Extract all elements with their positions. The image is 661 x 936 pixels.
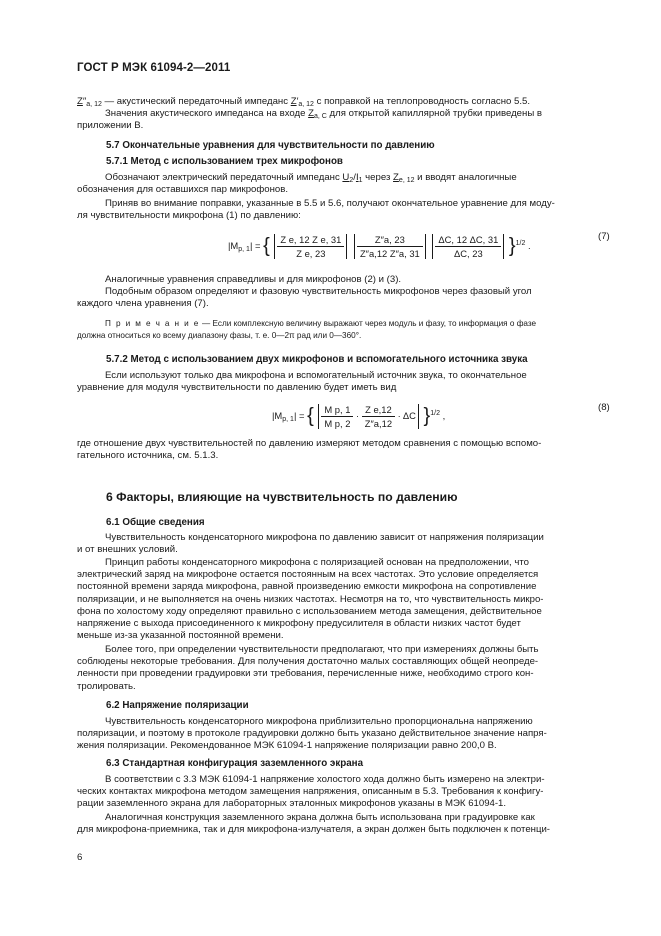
text-line: напряжение с выхода присоединенного к микрофону предусилителя в области низких частот будет [77, 618, 521, 630]
text-line: Аналогичная конструкция заземленного экрана должна быть использована при градуировке как [105, 812, 535, 823]
paragraph-operating-principle [77, 557, 613, 642]
section-heading-6-3: 6.3 Стандартная конфигурация заземленного экрана [106, 758, 364, 769]
paragraph-general-info [77, 532, 613, 556]
paragraph-ground-shield [77, 774, 613, 811]
text-line: поляризации, и не выполняется на очень низких частотах. Несмотря на то, что чувствительность микро- [77, 593, 544, 605]
text-line: меньше из-за указанной постоянной времени. [77, 630, 284, 642]
text-line: каждого члена уравнения (7). [77, 298, 209, 310]
paragraph-analogous-equations [77, 274, 613, 311]
text-line: постоянной времени заряда микрофона, равной произведению емкости микрофона на сопротивление [77, 581, 537, 593]
text-line: ческих контактах микрофона методом замещения напряжения, описанным в 5.3. Требования к конфигу- [77, 786, 544, 798]
equation-8-number: (8) [598, 402, 610, 413]
text-line: фона по холостому ходу определяют правильно с использованием метода замещения, действительное [77, 605, 542, 617]
text-line: Значения акустического импеданса на входе $Z_{a, C}$ для открытой капиллярной трубки приведены в [105, 108, 542, 121]
equation-term-2: $\frac{Z''a, 23}{Z''a,12 Z''a, 31}$ [354, 234, 426, 259]
document-header: ГОСТ Р МЭК 61094-2—2011 [77, 62, 231, 74]
section-heading-5-7-2: 5.7.2 Метод с использованием двух микрофонов и вспомогательного источника звука [106, 354, 528, 365]
equation-term-ratio: $\frac{\text{M p, 1}}{\text{M p, 2}}$ · $\frac{\text{Z e,12}}{Z''a,12}$ · ΔC [318, 404, 419, 429]
text-line: Чувствительность конденсаторного микрофона по давлению зависит от напряжения поляризации [105, 532, 544, 543]
note-label: П р и м е ч а н и е [105, 319, 200, 328]
paragraph-shield-construction [77, 812, 613, 836]
paragraph-final-equation-intro [77, 198, 613, 222]
text-line: Приняв во внимание поправки, указанные в 5.5 и 5.6, получают окончательное уравнение для моду- [105, 198, 555, 209]
section-heading-5-7: 5.7 Окончательные уравнения для чувствительности по давлению [106, 140, 435, 151]
paragraph-z-definition [77, 96, 613, 133]
text-line: П р и м е ч а н и е — Если комплексную величину выражают через модуль и фазу, то информация о фазе [105, 319, 537, 328]
text-line: Принцип работы конденсаторного микрофона с поляризацией основан на предположении, что [105, 557, 529, 568]
equation-7: $|M_{p, 1}|$ = { $\frac{\text{Z e, 12 Z e, 31}}{\text{Z e, 23}}$ $\frac{Z''a, 23}{Z''a,12 Z''a, 31}$ $\frac{\Delta C, 12 \Delta C, 31}{\Delta C, 23}$ }$^{1/2}$ . [228, 234, 531, 259]
paragraph-two-microphones [77, 370, 613, 394]
note-block [77, 318, 613, 342]
text-line: Подобным образом определяют и фазовую чувствительность микрофонов через фазовый угол [105, 286, 532, 298]
text-line: В соответствии с 3.3 МЭК 61094-1 напряжение холостого хода должно быть измерено на электри- [105, 774, 545, 785]
section-heading-6-1: 6.1 Общие сведения [106, 517, 205, 528]
text-line: Если используют только два микрофона и вспомогательный источник звука, то окончательное [105, 370, 527, 381]
equation-term-3: $\frac{\Delta C, 12 \Delta C, 31}{\Delta C, 23}$ [432, 234, 504, 259]
paragraph-requirements [77, 644, 613, 693]
paragraph-polarization-voltage [77, 716, 613, 753]
text-line: электрический заряд на микрофоне остается постоянным на всех частотах. Это условие определяется [77, 569, 539, 581]
text-line: должна относиться ко всему диапазону фазы, т. е. 0—2π рад или 0—360°. [77, 331, 362, 340]
text-line: Аналогичные уравнения справедливы и для микрофонов (2) и (3). [105, 274, 402, 285]
text-line: для микрофона-приемника, так и для микрофона-излучателя, а экран должен быть подключен к потенци- [77, 824, 550, 836]
text-line: гательного источника, см. 5.1.3. [77, 450, 219, 462]
text-line: и от внешних условий. [77, 544, 178, 556]
text-line: где отношение двух чувствительностей по давлению измеряют методом сравнения с помощью вспомо- [77, 438, 542, 449]
equation-term-1: $\frac{\text{Z e, 12 Z e, 31}}{\text{Z e, 23}}$ [274, 234, 347, 259]
text-line: приложении B. [77, 120, 144, 132]
text-line: жения поляризации. Рекомендованное МЭК 61094-1 напряжение поляризации равно 200,0 В. [77, 740, 497, 752]
text-line: тролировать. [77, 680, 136, 692]
equation-exponent: 1/2 [515, 239, 526, 247]
text-line: уравнение для модуля чувствительности по давлению будет иметь вид [77, 382, 397, 394]
text-line: поляризации, и поэтому в протоколе градуировки должно быть указано действительное значение напря- [77, 728, 547, 740]
text-line: ля чувствительности микрофона (1) по давлению: [77, 210, 301, 222]
section-heading-6-2: 6.2 Напряжение поляризации [106, 700, 249, 711]
text-line: соблюдены некоторые требования. Для получения достаточно малых составляющих общей неопреде- [77, 656, 539, 668]
text-line: ленности при проведении градуировки эти требования, перечисленные ниже, необходимо строго кон- [77, 668, 534, 680]
equation-8: $|M_{p, 1}|$ = { $\frac{\text{M p, 1}}{\text{M p, 2}}$ · $\frac{\text{Z e,12}}{Z''a,12}$ · ΔC }$^{1/2}$ , [272, 404, 446, 429]
section-heading-6: 6 Факторы, влияющие на чувствительность по давлению [106, 490, 458, 504]
paragraph-sensitivity-ratio [77, 438, 613, 462]
text-line: Чувствительность конденсаторного микрофона приблизительно пропорциональна напряжению [105, 716, 533, 727]
paragraph-transfer-impedance [77, 172, 613, 196]
page-number: 6 [77, 852, 83, 863]
text-line: рации заземленного экрана для лабораторных эталонных микрофонов указаны в МЭК 61094-1. [77, 798, 507, 810]
text-line: обозначения для оставшихся пар микрофонов. [77, 184, 289, 196]
equation-exponent: 1/2 [430, 409, 440, 417]
text-line: $Z''_{a, 12}$ — акустический передаточный импеданс $Z'_{a, 12}$ с поправкой на теплопроводность согласно 5.5. [77, 96, 531, 108]
text-line: Обозначают электрический передаточный импеданс $U_2/I_1$ через $Z_{e, 12}$ и вводят аналогичные [105, 172, 517, 184]
equation-7-number: (7) [598, 231, 610, 242]
text-line: Более того, при определении чувствительности предполагают, что при измерениях должны быть [105, 644, 539, 655]
section-heading-5-7-1: 5.7.1 Метод с использованием трех микрофонов [106, 156, 343, 167]
